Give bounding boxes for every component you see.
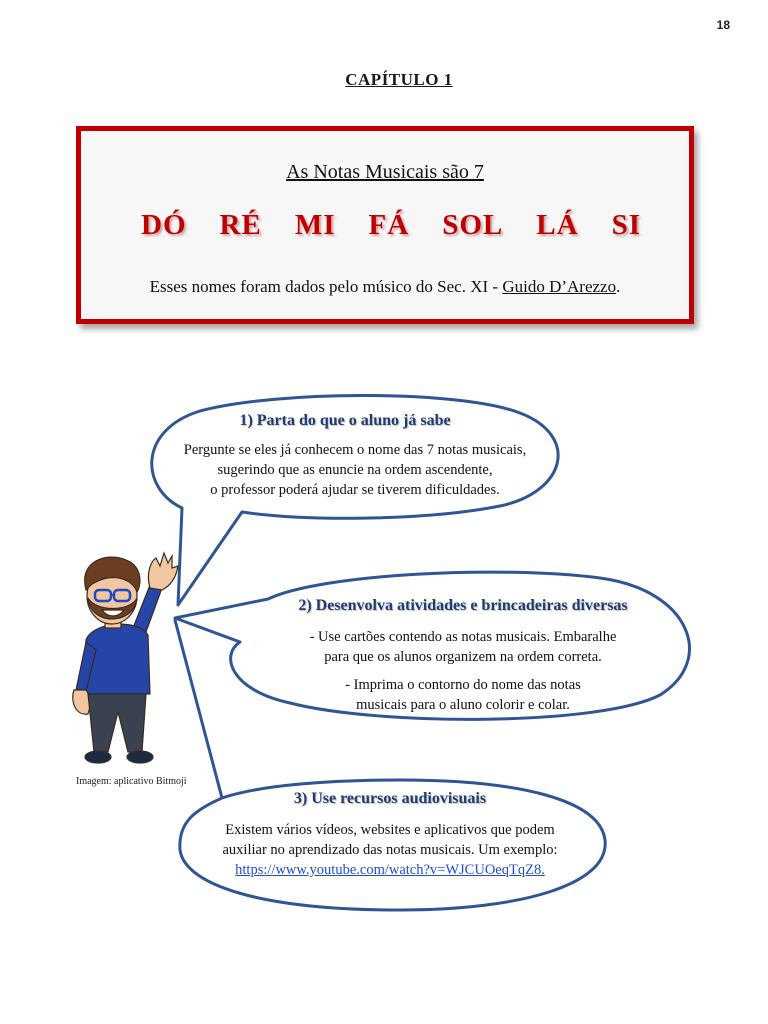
bubble-2-line: musicais para o aluno colorir e colar. bbox=[356, 697, 570, 713]
notes-box-heading: As Notas Musicais são 7 bbox=[286, 161, 484, 183]
bubble-3-title: 3) Use recursos audiovisuais bbox=[293, 790, 487, 807]
note-mi: MI bbox=[294, 209, 336, 241]
bubble-1-line: o professor poderá ajudar se tiverem dificuldades. bbox=[210, 482, 500, 498]
note-la: LÁ bbox=[536, 209, 579, 241]
note-si: SI bbox=[611, 209, 641, 241]
bubble-2-line: - Use cartões contendo as notas musicais. Embaralhe bbox=[309, 629, 617, 645]
bubble-1-title: 1) Parta do que o aluno já sabe bbox=[239, 412, 451, 429]
right-shoe bbox=[127, 751, 153, 763]
note-do: DÓ bbox=[141, 209, 187, 241]
bubble-2-line: para que os alunos organizem na ordem correta. bbox=[324, 649, 602, 665]
youtube-link[interactable]: https://www.youtube.com/watch?v=WJCUOeqTqZ8. bbox=[235, 862, 545, 878]
caption-suffix: . bbox=[616, 277, 621, 296]
caption-text: Esses nomes foram dados pelo músico do Sec. XI - bbox=[149, 277, 503, 296]
bubble-1-content bbox=[150, 412, 560, 500]
bubble-2-content bbox=[258, 597, 668, 715]
page-number: 18 bbox=[716, 18, 730, 32]
raised-hand bbox=[148, 553, 178, 590]
note-sol: SOL bbox=[442, 209, 504, 241]
bubble-2-title: 2) Desenvolva atividades e brincadeiras diversas bbox=[298, 597, 628, 614]
left-shoe bbox=[85, 751, 111, 763]
teacher-character bbox=[73, 553, 178, 763]
note-re: RÉ bbox=[219, 209, 262, 241]
pants bbox=[88, 694, 146, 752]
image-credit: Imagem: aplicativo Bitmoji bbox=[76, 776, 187, 787]
caption-name: Guido D’Arezzo bbox=[502, 277, 617, 296]
bubble-3-content bbox=[190, 790, 590, 880]
bubble-1-line: Pergunte se eles já conhecem o nome das 7 notas musicais, bbox=[183, 442, 527, 458]
bubble-1-line: sugerindo que as enuncie na ordem ascendente, bbox=[217, 462, 493, 478]
bubble-3-line: auxiliar no aprendizado das notas musicais. Um exemplo: bbox=[222, 842, 558, 858]
note-fa: FÁ bbox=[368, 209, 410, 241]
bubble-3-line: Existem vários vídeos, websites e aplicativos que podem bbox=[225, 822, 555, 838]
bubble-2-line: - Imprima o contorno do nome das notas bbox=[345, 677, 581, 693]
chapter-title: CAPÍTULO 1 bbox=[345, 70, 453, 89]
